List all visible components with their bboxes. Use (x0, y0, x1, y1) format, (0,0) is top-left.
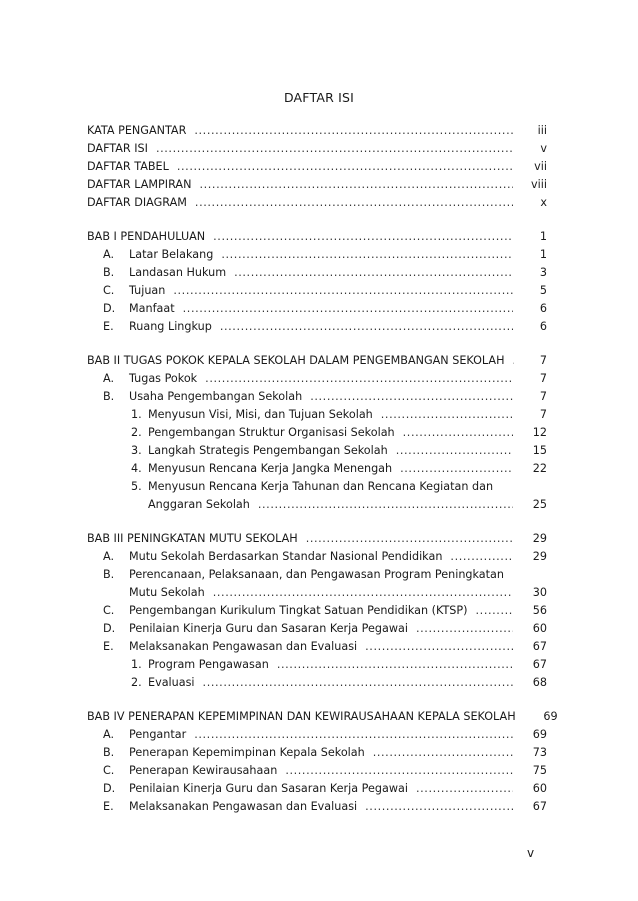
leader-dots (205, 372, 513, 386)
section-letter: B. (103, 390, 115, 403)
subsection-number: 2. (131, 676, 142, 689)
leader-dots (213, 586, 513, 600)
toc-section[interactable] (87, 600, 547, 618)
toc-page: 67 (532, 658, 547, 671)
toc-label: Usaha Pengembangan Sekolah (129, 390, 303, 403)
toc-label: DAFTAR DIAGRAM (87, 196, 187, 209)
leader-dots (213, 230, 513, 244)
toc-section[interactable] (87, 244, 547, 262)
leader-dots (173, 284, 513, 298)
toc-label: Menyusun Rencana Kerja Tahunan dan Rencana Kegiatan dan (148, 480, 494, 493)
toc-label: Program Pengawasan (148, 658, 269, 671)
leader-dots (285, 764, 513, 778)
leader-dots (203, 676, 513, 690)
toc-page: 29 (532, 550, 547, 563)
toc-page: 15 (532, 444, 547, 457)
subsection-number: 3. (131, 444, 142, 457)
toc-page: 7 (539, 390, 547, 403)
leader-dots (416, 782, 513, 796)
leader-dots (177, 160, 513, 174)
toc-page: 30 (532, 586, 547, 599)
toc-page: 56 (532, 604, 547, 617)
toc-label: Penilaian Kinerja Guru dan Sasaran Kerja Pegawai (129, 622, 408, 635)
leader-dots (450, 550, 513, 564)
toc-section[interactable] (87, 636, 547, 654)
leader-dots (221, 248, 513, 262)
toc-page: 69 (532, 728, 547, 741)
section-letter: C. (103, 604, 115, 617)
toc-section[interactable] (87, 778, 547, 796)
toc-page: 5 (539, 284, 547, 297)
toc-section[interactable] (87, 796, 547, 814)
toc-entry-daftar-tabel[interactable] (87, 156, 547, 174)
section-letter: C. (103, 284, 115, 297)
leader-dots (199, 178, 513, 192)
toc-label: BAB III PENINGKATAN MUTU SEKOLAH (87, 532, 298, 545)
leader-dots (258, 498, 513, 512)
leader-dots (476, 604, 513, 618)
toc-label: BAB IV PENERAPAN KEPEMIMPINAN DAN KEWIRAUSAHAAN KEPALA SEKOLAH (87, 710, 516, 723)
toc-label: BAB I PENDAHULUAN (87, 230, 206, 243)
leader-dots (277, 658, 513, 672)
toc-page: 67 (532, 800, 547, 813)
toc-page: 12 (532, 426, 547, 439)
toc-label: Ruang Lingkup (129, 320, 212, 333)
toc-label: Mutu Sekolah (129, 586, 205, 599)
section-letter: A. (103, 550, 115, 563)
toc-label: Tugas Pokok (129, 372, 198, 385)
toc-section[interactable] (87, 280, 547, 298)
toc-page: 60 (532, 622, 547, 635)
toc-page: 1 (539, 248, 547, 261)
toc-entry-kata-pengantar[interactable] (87, 120, 547, 138)
toc-label: Anggaran Sekolah (148, 498, 250, 511)
toc-label: Mutu Sekolah Berdasarkan Standar Nasional Pendidikan (129, 550, 443, 563)
toc-page: 1 (539, 230, 547, 243)
toc-subsection[interactable] (87, 404, 547, 422)
toc-section[interactable] (87, 262, 547, 280)
section-letter: B. (103, 266, 115, 279)
section-letter: B. (103, 746, 115, 759)
toc-label: Langkah Strategis Pengembangan Sekolah (148, 444, 388, 457)
section-letter: A. (103, 248, 115, 261)
toc-label: Menyusun Rencana Kerja Jangka Menengah (148, 462, 393, 475)
toc-label: BAB II TUGAS POKOK KEPALA SEKOLAH DALAM PENGEMBANGAN SEKOLAH (87, 354, 505, 367)
section-letter: C. (103, 764, 115, 777)
toc-label: Penerapan Kewirausahaan (129, 764, 278, 777)
leader-dots (400, 462, 513, 476)
toc-label: Manfaat (129, 302, 175, 315)
toc-label: Perencanaan, Pelaksanaan, dan Pengawasan Program Peningkatan (129, 568, 504, 581)
toc-section-continued[interactable] (87, 582, 547, 600)
toc-page: 67 (532, 640, 547, 653)
toc-section[interactable] (87, 742, 547, 760)
toc-page: 75 (532, 764, 547, 777)
toc-page: 22 (532, 462, 547, 475)
subsection-number: 4. (131, 462, 142, 475)
toc-label: Penilaian Kinerja Guru dan Sasaran Kerja Pegawai (129, 782, 408, 795)
leader-dots (381, 408, 513, 422)
section-letter: E. (103, 800, 114, 813)
leader-dots (365, 800, 513, 814)
toc-label: DAFTAR ISI (87, 142, 148, 155)
toc-label: Evaluasi (148, 676, 195, 689)
toc-subsection[interactable] (87, 458, 547, 476)
toc-page: 7 (539, 372, 547, 385)
toc-label: KATA PENGANTAR (87, 124, 187, 137)
leader-dots (396, 444, 513, 458)
toc-page: 69 (543, 710, 558, 723)
toc-section[interactable] (87, 724, 547, 742)
toc-page: 68 (532, 676, 547, 689)
toc-label: DAFTAR LAMPIRAN (87, 178, 192, 191)
section-letter: A. (103, 728, 115, 741)
leader-dots (416, 622, 513, 636)
toc-section[interactable] (87, 618, 547, 636)
toc-label: Melaksanakan Pengawasan dan Evaluasi (129, 640, 358, 653)
section-letter: D. (103, 782, 116, 795)
section-letter: D. (103, 622, 116, 635)
toc-section[interactable] (87, 760, 547, 778)
toc-label: Landasan Hukum (129, 266, 227, 279)
toc-page: 7 (539, 408, 547, 421)
toc-page: 3 (539, 266, 547, 279)
toc-label: Penerapan Kepemimpinan Kepala Sekolah (129, 746, 365, 759)
page-title: DAFTAR ISI (283, 90, 355, 105)
toc-label: Pengembangan Struktur Organisasi Sekolah (148, 426, 395, 439)
section-letter: A. (103, 372, 115, 385)
toc-label: Pengembangan Kurikulum Tingkat Satuan Pendidikan (KTSP) (129, 604, 468, 617)
toc-page: 7 (539, 354, 547, 367)
toc-section[interactable] (87, 316, 547, 334)
toc-label: Tujuan (129, 284, 166, 297)
toc-page: 6 (539, 320, 547, 333)
toc-label: Pengantar (129, 728, 187, 741)
toc-page: iii (537, 124, 547, 137)
toc-label: DAFTAR TABEL (87, 160, 169, 173)
section-letter: D. (103, 302, 116, 315)
leader-dots (183, 302, 513, 316)
toc-section[interactable] (87, 298, 547, 316)
toc-page: v (540, 142, 547, 155)
leader-dots (373, 746, 513, 760)
toc-page: x (540, 196, 547, 209)
section-letter: B. (103, 568, 115, 581)
toc-label: Menyusun Visi, Misi, dan Tujuan Sekolah (148, 408, 373, 421)
leader-dots (306, 532, 513, 546)
toc-section[interactable] (87, 564, 547, 582)
toc-section[interactable] (87, 546, 547, 564)
subsection-number: 1. (131, 408, 142, 421)
leader-dots (365, 640, 513, 654)
toc-subsection-continued[interactable] (87, 494, 547, 512)
leader-dots (195, 196, 513, 210)
toc-label: Melaksanakan Pengawasan dan Evaluasi (129, 800, 358, 813)
toc-chapter-bab-3[interactable] (87, 528, 547, 546)
toc-subsection[interactable] (87, 440, 547, 458)
table-of-contents (87, 120, 558, 814)
toc-subsection[interactable] (87, 476, 547, 494)
toc-subsection[interactable] (87, 422, 547, 440)
toc-section[interactable] (87, 386, 547, 404)
toc-page: vii (534, 160, 547, 173)
toc-section[interactable] (87, 368, 547, 386)
leader-dots (220, 320, 513, 334)
subsection-number: 1. (131, 658, 142, 671)
toc-page: 73 (532, 746, 547, 759)
toc-page: 6 (539, 302, 547, 315)
section-letter: E. (103, 640, 114, 653)
toc-entry-daftar-isi[interactable] (87, 138, 547, 156)
section-letter: E. (103, 320, 114, 333)
toc-entry-daftar-diagram[interactable] (87, 192, 547, 210)
toc-label: Latar Belakang (129, 248, 214, 261)
toc-subsection[interactable] (87, 654, 547, 672)
toc-chapter-bab-1[interactable] (87, 226, 547, 244)
leader-dots (194, 124, 513, 138)
toc-chapter-bab-2[interactable] (87, 350, 547, 368)
leader-dots (156, 142, 513, 156)
leader-dots (403, 426, 513, 440)
subsection-number: 2. (131, 426, 142, 439)
leader-dots (234, 266, 513, 280)
toc-page: 60 (532, 782, 547, 795)
leader-dots (194, 728, 513, 742)
subsection-number: 5. (131, 480, 142, 493)
page-number: v (527, 846, 535, 860)
toc-page: viii (531, 178, 547, 191)
leader-dots (310, 390, 513, 404)
toc-page: 25 (532, 498, 547, 511)
toc-subsection[interactable] (87, 672, 547, 690)
toc-entry-daftar-lampiran[interactable] (87, 174, 547, 192)
toc-page: 29 (532, 532, 547, 545)
toc-chapter-bab-4[interactable] (87, 706, 558, 724)
